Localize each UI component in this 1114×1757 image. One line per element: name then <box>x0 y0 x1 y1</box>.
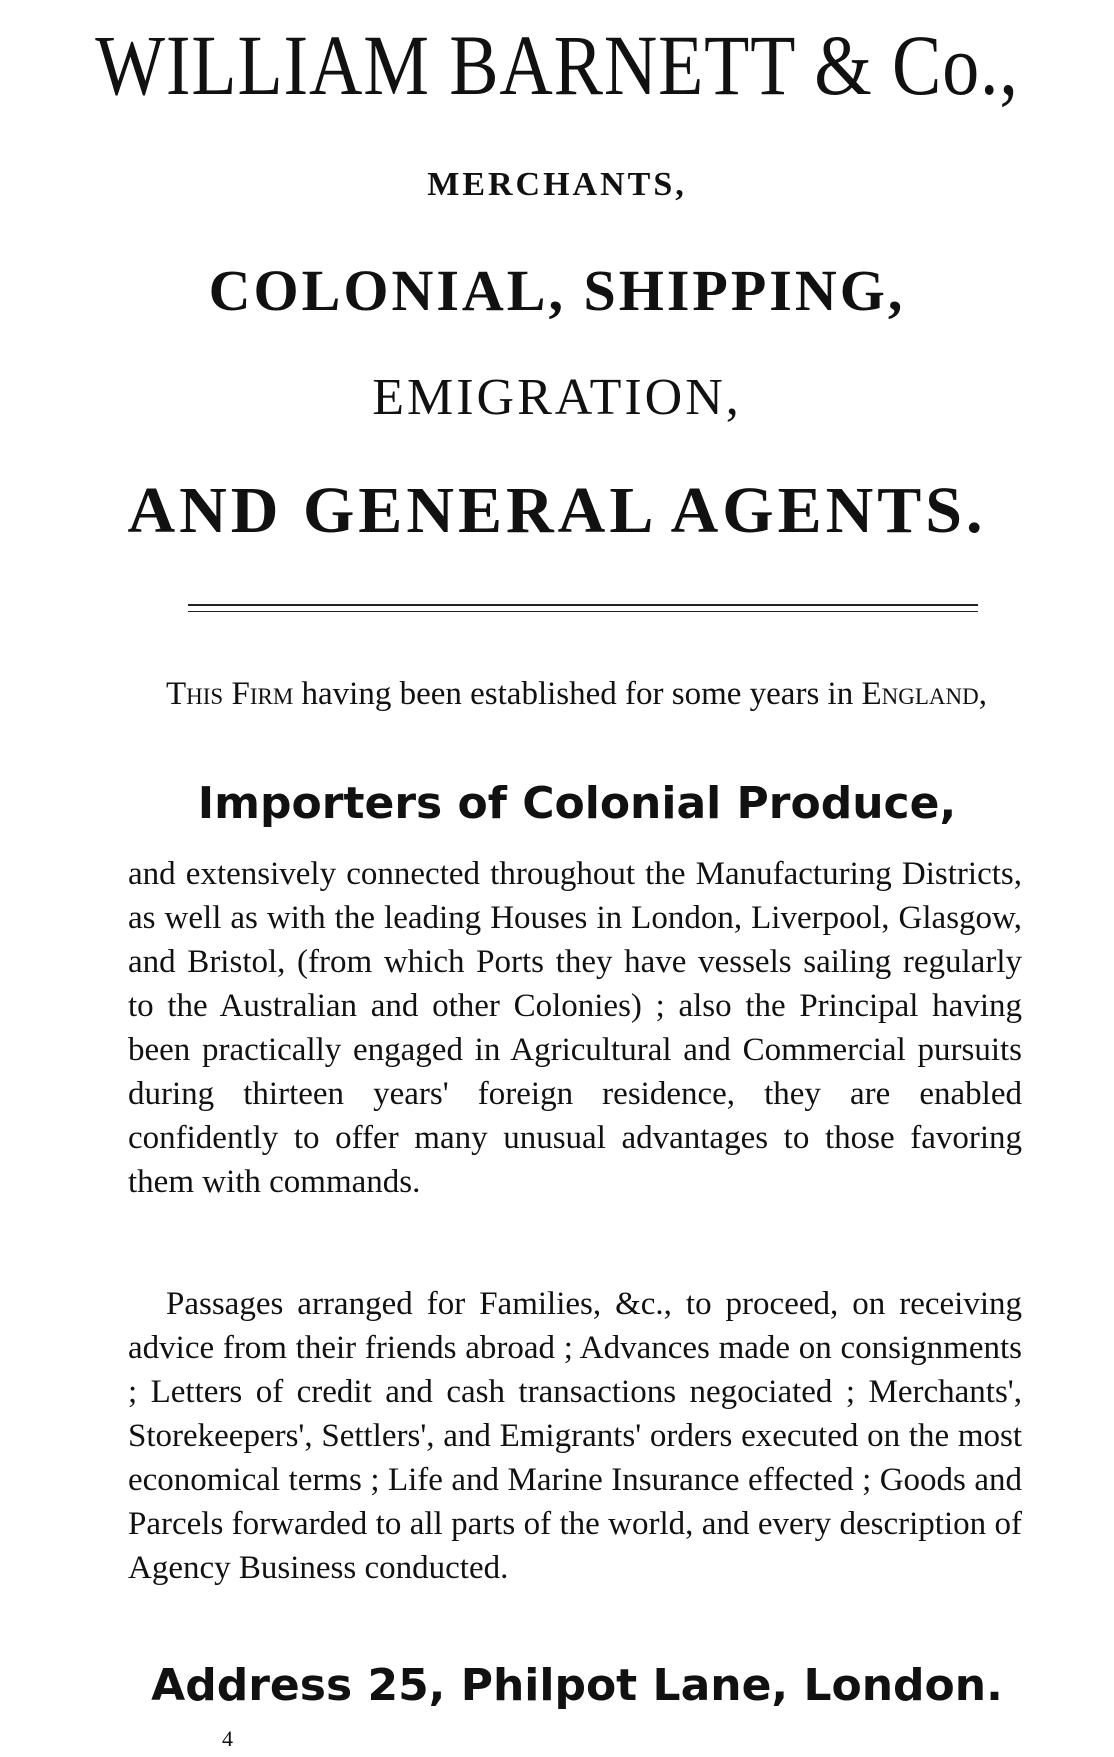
intro-end: , <box>978 676 987 712</box>
this-firm-text: This Firm <box>166 676 294 712</box>
intro-text: having been established for some years in <box>293 676 862 712</box>
body-paragraph-2 <box>128 1282 1022 1590</box>
general-agents-heading: AND GENERAL AGENTS. <box>127 474 987 547</box>
merchants-heading: MERCHANTS, <box>427 166 687 203</box>
emigration-heading: EMIGRATION, <box>372 369 742 426</box>
colonial-shipping-heading: COLONIAL, SHIPPING, <box>208 258 906 323</box>
intro-paragraph <box>128 672 1022 716</box>
page-number: 4 <box>222 1726 233 1751</box>
firm-name: WILLIAM BARNETT & Co., <box>95 17 1019 113</box>
divider-rule-thin <box>188 611 978 612</box>
address-line: Address 25, Philpot Lane, London. <box>151 1660 1003 1711</box>
body-paragraph-2-text: Passages arranged for Families, &c., to proceed, on receiving advice from their friends abroad ; Advances made on consignments ; Letters of credit and cash transactions negociated ; Merchants', Storekeepers', Settlers', and Emigrants' orders executed on the most economical terms ; Life and Marine Insurance effected ; Goods and Parcels forwarded to all parts of the world, and every description of Agency Business conducted. <box>128 1286 1022 1586</box>
divider-rule <box>188 604 978 606</box>
importers-heading: Importers of Colonial Produce, <box>197 778 957 829</box>
england-text: England <box>861 676 979 712</box>
body-paragraph-1: and extensively connected throughout the Manufacturing Districts, as well as with the leading Houses in London, Liverpool, Glasgow, and Bristol, (from which Ports they have vessels sailing regularly to the Australian and other Colonies) ; also the Principal having been practically engaged in Agricultural and Commercial pursuits during thirteen years' foreign residence, they are enabled confidently to offer many unusual advantages to those favoring them with commands. <box>128 856 1022 1200</box>
